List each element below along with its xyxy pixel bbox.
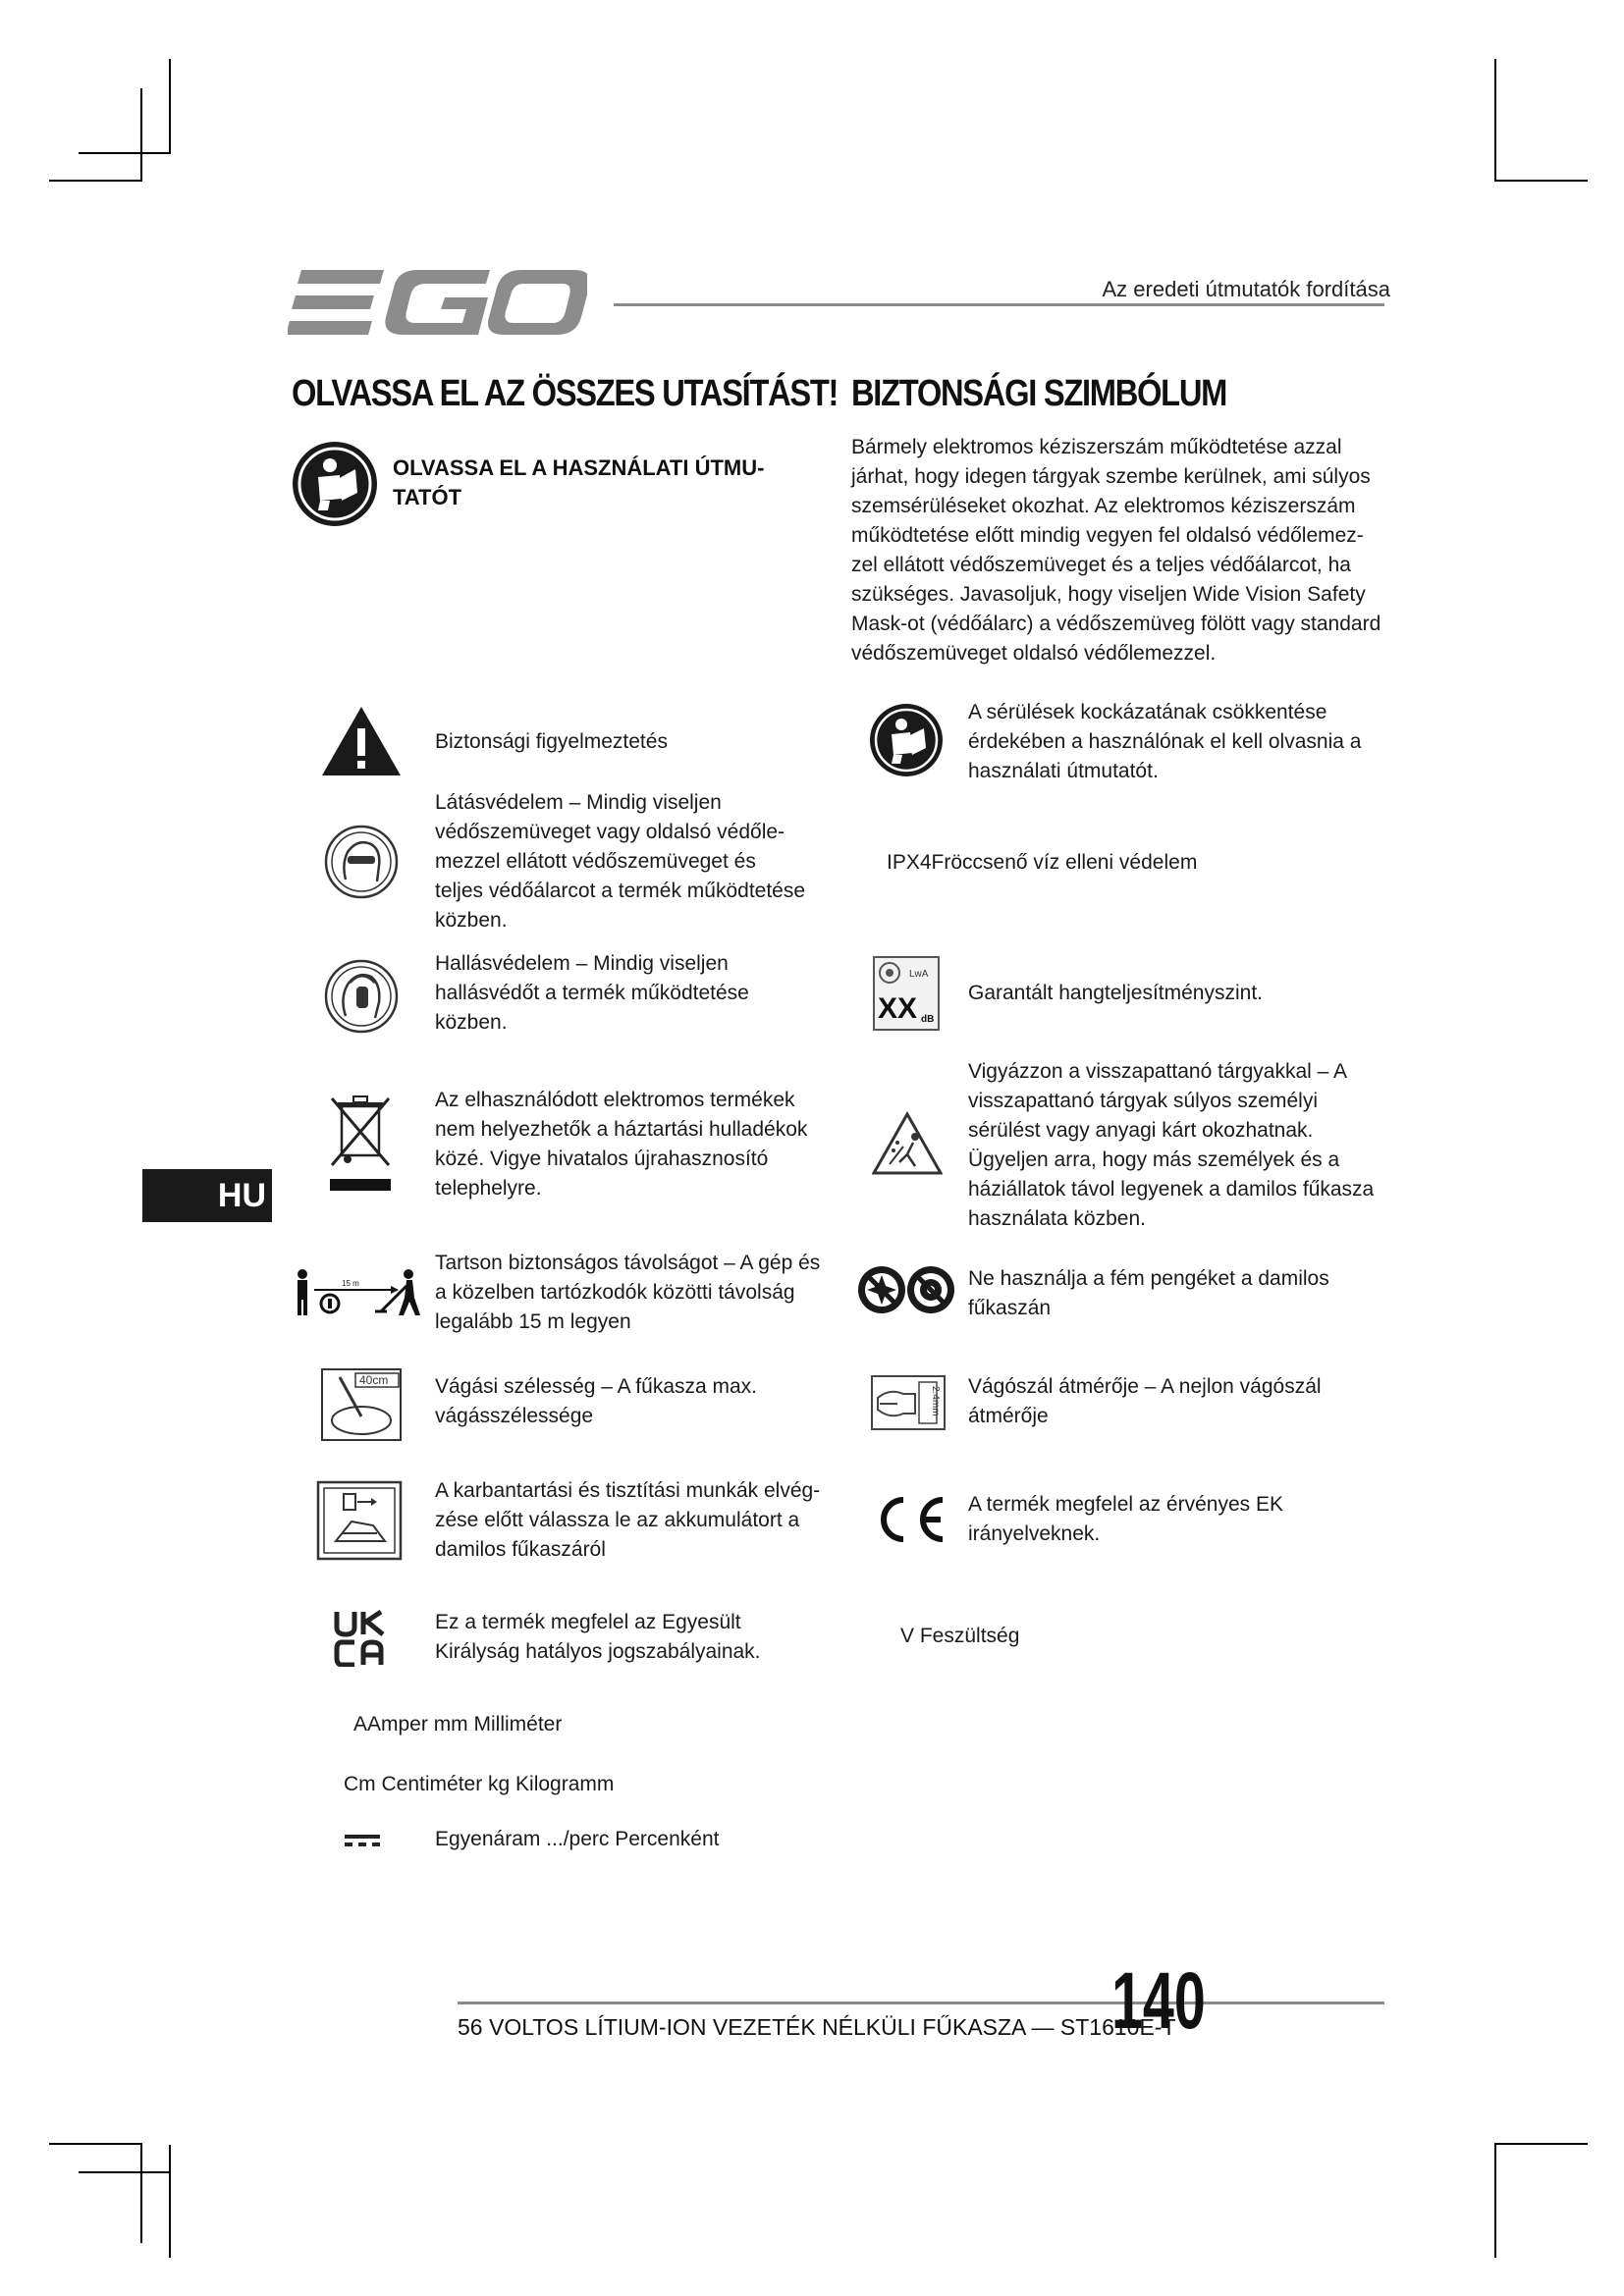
left-heading: OLVASSA EL AZ ÖSSZES UTASÍTÁST! <box>292 373 839 414</box>
symbol-ce-text: A termék megfelel az érvényes EK irányelveknek. <box>968 1493 1283 1545</box>
read-manual-heading: OLVASSA EL A HASZNÁLATI ÚTMU- TATÓT <box>393 455 765 509</box>
crop-mark <box>169 59 171 154</box>
svg-text:LwA: LwA <box>909 969 929 980</box>
cutting-width-icon <box>320 1367 403 1442</box>
safe-distance-label: 15 m <box>342 1279 359 1288</box>
svg-text:dB: dB <box>921 1014 935 1025</box>
intro-paragraph: Bármely elektromos kéziszerszám működtetése azzal járhat, hogy idegen tárgyak szembe kerülnek, ami súlyos szemsérüléseket okozhat. Az elektromos kéziszerszám működtetése előtt mindig vegyen fel oldalsó védőlemez- zel ellátott védőszemüveget és a teljes védőálarcot, ha szükséges. Javasoljuk, hogy viseljen Wide Vision Safety Mask-ot (védőálarc) a védőszemüveg fölött vagy standard védőszemüveget oldalsó védőlemezzel. <box>851 436 1381 665</box>
crop-mark <box>1494 2145 1496 2258</box>
warning-triangle-icon <box>320 705 403 777</box>
crop-mark <box>1494 180 1588 182</box>
crop-mark <box>1494 59 1496 182</box>
crop-mark <box>49 180 141 182</box>
right-heading: BIZTONSÁGI SZIMBÓLUM <box>851 373 1227 414</box>
symbol-thrown-text: Vigyázzon a visszapattanó tárgyakkal – A visszapattanó tárgyak súlyos személyi sérülést vagy anyagi kárt okozhatnak. Ügyeljen arra, hogy más személyek és a háziállatok távol legyenek a damilos fűkasza használata közben. <box>968 1060 1375 1230</box>
crop-mark <box>1494 2143 1588 2145</box>
units-ampere-mm: AAmper mm Milliméter <box>353 1713 563 1735</box>
footer-rule <box>458 2002 1384 2004</box>
crop-mark <box>49 2143 142 2145</box>
symbol-distance-text: Tartson biztonságos távolságot – A gép és a közelben tartózkodók közötti távolság legalább 15 m legyen <box>435 1252 821 1333</box>
units-cm-kg: Cm Centiméter kg Kilogramm <box>344 1773 615 1795</box>
symbol-cutting-width-text: Vágási szélesség – A fűkasza max. vágásszélessége <box>435 1375 758 1427</box>
symbol-ear-text: Hallásvédelem – Mindig viseljen hallásvédőt a termék működtetése közben. <box>435 952 749 1034</box>
sound-power-icon <box>872 955 941 1032</box>
symbol-line-diameter-text: Vágószál átmérője – A nejlon vágószál átmérője <box>968 1375 1322 1427</box>
units-dc-perc: Egyenáram .../perc Percenként <box>435 1828 720 1850</box>
symbol-ukca-text: Ez a termék megfelel az Egyesült Királyság hatályos jogszabályainak. <box>435 1611 761 1663</box>
footer-title: 56 VOLTOS LÍTIUM-ION VEZETÉK NÉLKÜLI FŰKASZA — ST1610E-T <box>458 2014 1176 2040</box>
symbol-warning-text: Biztonsági figyelmeztetés <box>435 730 668 753</box>
crop-mark <box>79 152 170 154</box>
safe-distance-icon <box>291 1268 424 1317</box>
translation-note: Az eredeti útmutatók fordítása <box>1102 277 1390 301</box>
symbol-read-manual-text: A sérülések kockázatának csökkentése érdekében a használónak el kell olvasnia a használati útmutatót. <box>968 701 1362 782</box>
cutting-width-label: 40cm <box>359 1373 389 1387</box>
ukca-icon <box>332 1610 391 1667</box>
line-diameter-icon <box>870 1374 947 1431</box>
symbol-weee-text: Az elhasználódott elektromos termékek nem helyezhetők a háztartási hulladékok közé. Vigye hivatalos újrahasznosító telephelyre. <box>435 1089 808 1200</box>
crop-mark <box>169 2145 171 2258</box>
dc-current-icon <box>345 1834 380 1847</box>
symbol-voltage-text: V Feszültség <box>900 1625 1020 1647</box>
symbol-battery-text: A karbantartási és tisztítási munkák elvég- zése előtt válassza le az akkumulátort a damilos fűkaszáról <box>435 1479 821 1561</box>
page-number: 140 <box>1111 1956 1206 2046</box>
symbol-sound-text: Garantált hangteljesítményszint. <box>968 982 1263 1004</box>
crop-mark <box>140 88 142 182</box>
language-tab: HU <box>142 1169 272 1222</box>
symbol-eye-text: Látásvédelem – Mindig viseljen védőszemüveget vagy oldalsó védőle- mezzel ellátott védőszemüveget és teljes védőálarcot a termék működtetése közben. <box>435 791 806 932</box>
crop-mark <box>140 2145 142 2243</box>
brand-logo <box>288 268 587 339</box>
no-metal-blades-icon <box>856 1262 956 1317</box>
sound-power-label: XX <box>878 992 918 1025</box>
thrown-objects-icon <box>872 1111 943 1176</box>
header-rule <box>614 303 1384 306</box>
weee-bin-icon <box>326 1095 395 1193</box>
remove-battery-icon <box>316 1480 403 1561</box>
symbol-no-blades-text: Ne használja a fém pengéket a damilos fűkaszán <box>968 1267 1329 1319</box>
ear-protection-icon <box>324 959 399 1034</box>
line-diameter-label: 2.4mm <box>930 1386 941 1416</box>
ce-mark-icon <box>870 1494 948 1545</box>
eye-protection-icon <box>324 825 399 899</box>
read-manual-icon <box>291 440 379 528</box>
crop-mark <box>79 2171 170 2173</box>
read-manual-icon <box>869 703 944 777</box>
symbol-ipx4-text: IPX4Fröccsenő víz elleni védelem <box>887 851 1198 874</box>
